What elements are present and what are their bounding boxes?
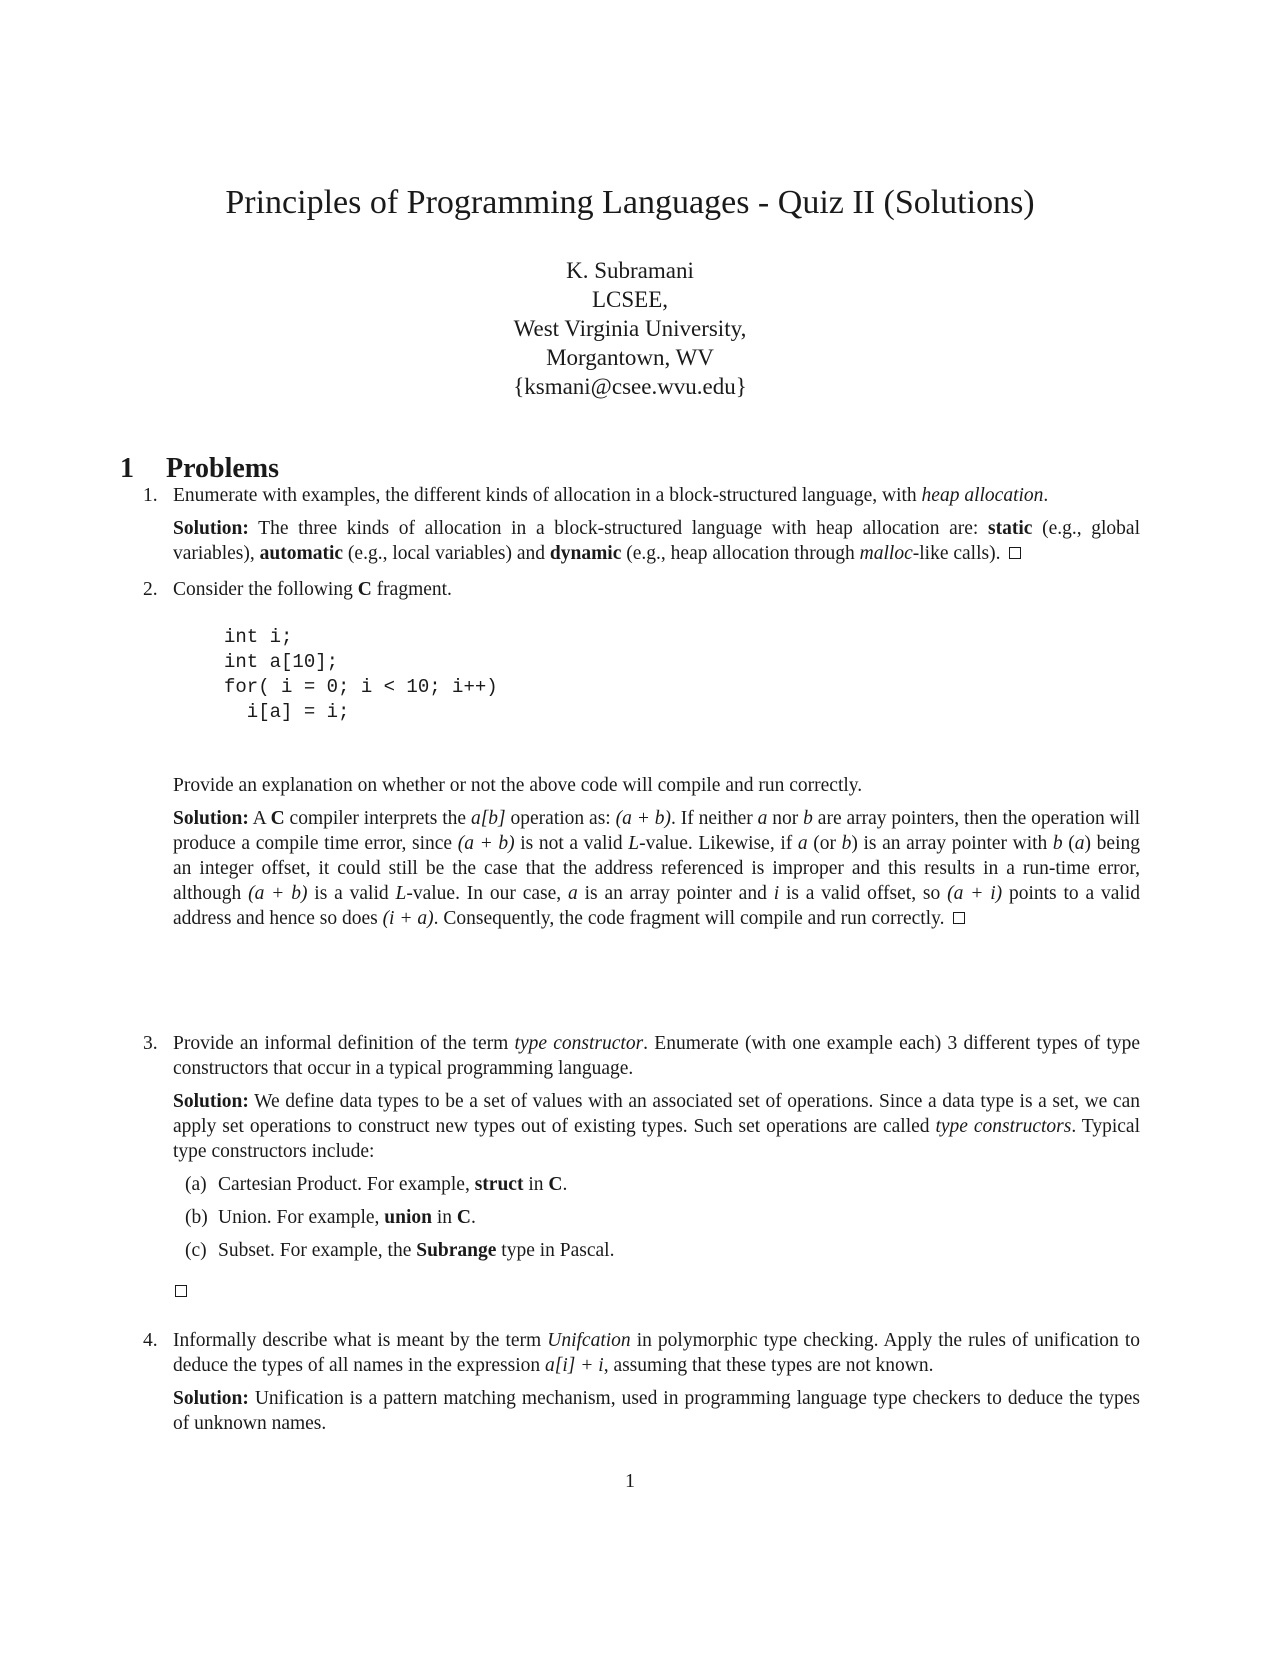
- code-line: for( i = 0; i < 10; i++): [224, 676, 498, 698]
- problem-question: Provide an informal definition of the term type constructor. Enumerate (with one example each) 3 different types of type constructors that occur in a typical programming language.: [173, 1033, 1140, 1079]
- type-constructor-list: [173, 1172, 1140, 1271]
- problem-question: Informally describe what is meant by the term Unifcation in polymorphic type checking. Apply the rules of unification to deduce the types of all names in the expression a[i] + i, assuming that these types are not known.: [173, 1330, 1140, 1376]
- problem-question: Enumerate with examples, the different kinds of allocation in a block-structured language, with heap allocation.: [173, 485, 1049, 506]
- qed-box-icon: [1009, 547, 1021, 559]
- qed-box-icon: [175, 1285, 187, 1297]
- author-university: West Virginia University,: [513, 316, 747, 341]
- author-name: K. Subramani: [566, 258, 694, 283]
- problem-label: 4.: [143, 1330, 158, 1351]
- qed-box-icon: [953, 912, 965, 924]
- code-line: int a[10];: [224, 651, 339, 673]
- author-email: {ksmani@csee.wvu.edu}: [513, 374, 747, 399]
- problem-1: [143, 483, 1140, 566]
- problem-solution: Solution: The three kinds of allocation in a block-structured language with heap allocation are: static (e.g., global variables), automatic (e.g., local variables) and dynamic (e.g., heap allocation through malloc-like calls).: [173, 518, 1141, 564]
- problem-solution: Solution: Unification is a pattern matching mechanism, used in programming language type checkers to deduce the types of unknown names.: [173, 1388, 1140, 1434]
- paper-title: Principles of Programming Languages - Quiz II (Solutions): [225, 184, 1035, 221]
- section-number: 1: [120, 453, 134, 484]
- author-location: Morgantown, WV: [546, 345, 714, 370]
- section-title: Problems: [166, 453, 280, 484]
- page-number: 1: [625, 1470, 635, 1492]
- problem-2: [143, 577, 1140, 931]
- list-item: (b) Union. For example, union in C.: [185, 1207, 476, 1228]
- problem-question: Consider the following C fragment.: [173, 579, 452, 600]
- problem-3: [143, 1031, 1140, 1304]
- list-item: (a) Cartesian Product. For example, struct in C.: [185, 1174, 568, 1195]
- problem-4: [143, 1328, 1140, 1436]
- author-dept: LCSEE,: [591, 287, 669, 312]
- problem-solution: Solution: We define data types to be a set of values with an associated set of operations. Since a data type is a set, we can apply set operations to construct new types out of existing types. Such set operations are called type constructors. Typical type constructors include:: [173, 1091, 1140, 1162]
- problem-question-2: Provide an explanation on whether or not the above code will compile and run correctly.: [173, 775, 863, 796]
- section-heading: [120, 452, 279, 486]
- problem-solution: Solution: A C compiler interprets the a[b] operation as: (a + b). If neither a nor b are array pointers, then the operation will produce a compile time error, since (a + b) is not a valid L-value. Likewise, if a (or b) is an array pointer with b (a) being an integer offset, it could still be the case that the address referenced is improper and this results in a run-time error, although (a + b) is a valid L-value. In our case, a is an array pointer and i is a valid offset, so (a + i) points to a valid address and hence so does (i + a). Consequently, the code fragment will compile and run correctly.: [173, 808, 1140, 929]
- problem-label: 1.: [143, 485, 158, 506]
- list-item: (c) Subset. For example, the Subrange type in Pascal.: [185, 1240, 615, 1261]
- problem-label: 2.: [143, 579, 158, 600]
- code-line: int i;: [224, 626, 293, 648]
- code-line: i[a] = i;: [224, 701, 350, 723]
- problem-label: 3.: [143, 1033, 158, 1054]
- code-block: [224, 625, 1140, 725]
- author-block: [0, 256, 1260, 401]
